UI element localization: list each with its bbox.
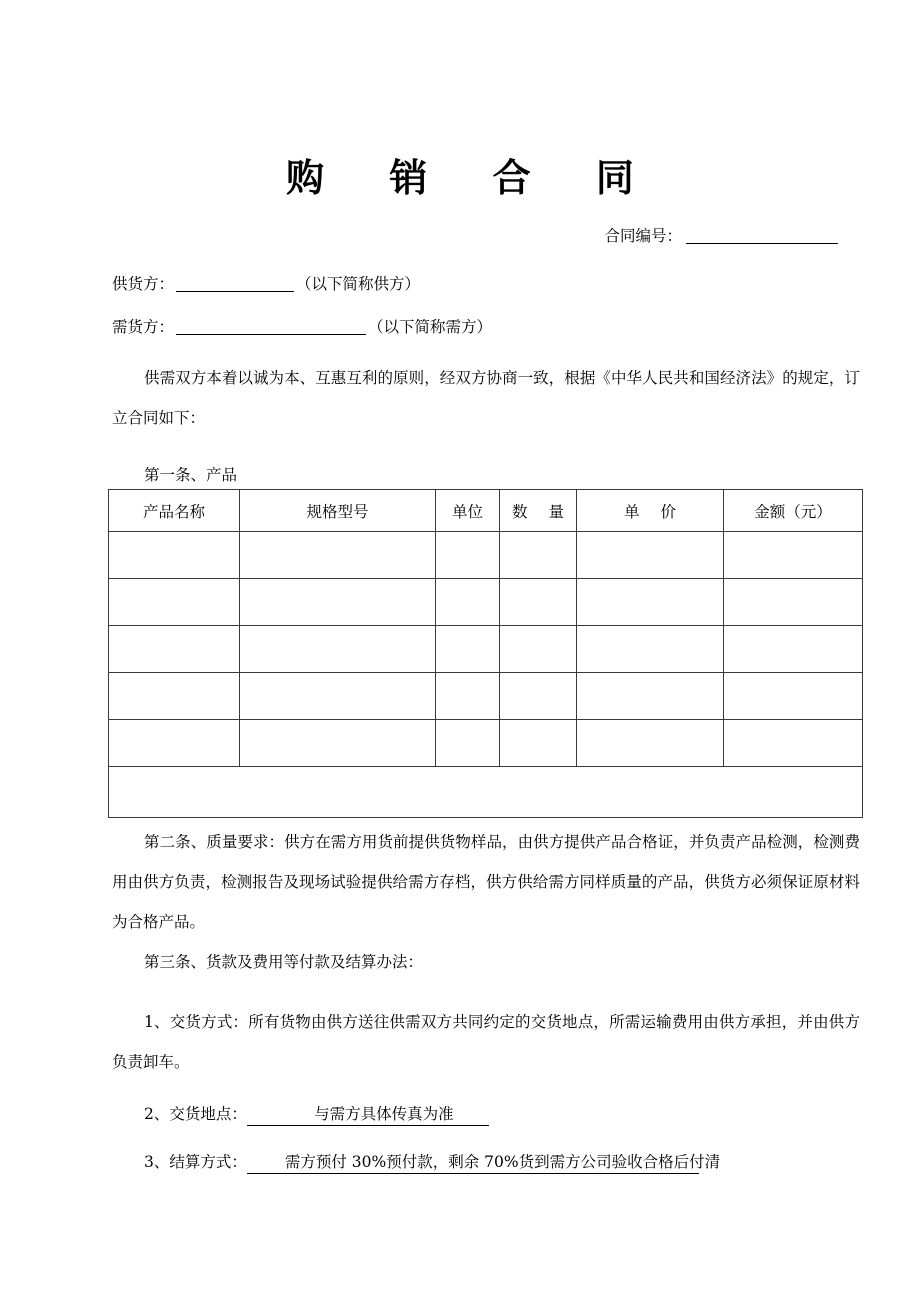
cell-unit[interactable] bbox=[436, 720, 500, 767]
product-table-head bbox=[109, 490, 863, 532]
cell-product-name[interactable] bbox=[109, 579, 240, 626]
buyer-suffix: （以下简称需方） bbox=[368, 318, 493, 336]
cell-specification[interactable] bbox=[240, 626, 436, 673]
settlement-method-label: 3、结算方式： bbox=[144, 1153, 247, 1171]
column-header-quantity: 数 量 bbox=[500, 490, 577, 532]
delivery-location-input[interactable]: 与需方具体传真为准 bbox=[247, 1102, 489, 1126]
table-row bbox=[109, 579, 863, 626]
article2-paragraph: 第二条、质量要求：供方在需方用货前提供货物样品，由供方提供产品合格证，并负责产品检测，检测费用由供方负责，检测报告及现场试验提供给需方存档，供方供给需方同样质量的产品，供货方必须保证原材料为合格产品。 bbox=[112, 833, 860, 931]
cell-unit-price[interactable] bbox=[577, 720, 724, 767]
column-header-unit-price: 单 价 bbox=[577, 490, 724, 532]
settlement-method-input[interactable]: 需方预付 30%预付款，剩余 70%货到需方公司验收合格后付清 bbox=[247, 1150, 699, 1174]
cell-product-name[interactable] bbox=[109, 626, 240, 673]
contract-number-input[interactable] bbox=[686, 243, 838, 244]
cell-quantity[interactable] bbox=[500, 673, 577, 720]
cell-product-name[interactable] bbox=[109, 532, 240, 579]
cell-specification[interactable] bbox=[240, 673, 436, 720]
article3-heading: 第三条、货款及费用等付款及结算办法： bbox=[144, 953, 424, 971]
product-table-body bbox=[109, 532, 863, 818]
cell-amount[interactable] bbox=[724, 579, 863, 626]
table-row bbox=[109, 720, 863, 767]
cell-product-name[interactable] bbox=[109, 720, 240, 767]
cell-unit[interactable] bbox=[436, 626, 500, 673]
column-header-amount: 金额（元） bbox=[724, 490, 863, 532]
cell-amount[interactable] bbox=[724, 532, 863, 579]
article3-item2 bbox=[112, 1102, 489, 1126]
delivery-location-label: 2、交货地点： bbox=[144, 1105, 247, 1123]
cell-amount[interactable] bbox=[724, 673, 863, 720]
cell-quantity[interactable] bbox=[500, 532, 577, 579]
cell-unit-price[interactable] bbox=[577, 579, 724, 626]
buyer-party-line bbox=[112, 315, 492, 337]
cell-specification[interactable] bbox=[240, 720, 436, 767]
product-table-header-row bbox=[109, 490, 863, 532]
cell-specification[interactable] bbox=[240, 579, 436, 626]
cell-amount[interactable] bbox=[724, 720, 863, 767]
supplier-suffix: （以下简称供方） bbox=[296, 275, 421, 293]
cell-amount[interactable] bbox=[724, 626, 863, 673]
cell-unit-price[interactable] bbox=[577, 532, 724, 579]
cell-quantity[interactable] bbox=[500, 579, 577, 626]
supplier-party-line bbox=[112, 272, 420, 294]
cell-quantity[interactable] bbox=[500, 626, 577, 673]
cell-quantity[interactable] bbox=[500, 720, 577, 767]
column-header-unit: 单位 bbox=[436, 490, 500, 532]
page-title: 购 销 合 同 bbox=[286, 155, 660, 200]
table-row bbox=[109, 626, 863, 673]
supplier-label: 供货方： bbox=[112, 275, 175, 293]
article1-heading: 第一条、产品 bbox=[144, 466, 238, 484]
cell-unit[interactable] bbox=[436, 579, 500, 626]
supplier-input[interactable] bbox=[176, 291, 294, 292]
contract-number-field bbox=[604, 224, 838, 246]
buyer-label: 需货方： bbox=[112, 318, 175, 336]
table-row bbox=[109, 532, 863, 579]
cell-product-name[interactable] bbox=[109, 673, 240, 720]
contract-number-label: 合同编号： bbox=[604, 227, 682, 245]
cell-specification[interactable] bbox=[240, 532, 436, 579]
product-table bbox=[108, 489, 863, 818]
buyer-input[interactable] bbox=[176, 334, 366, 335]
cell-unit[interactable] bbox=[436, 532, 500, 579]
column-header-product-name: 产品名称 bbox=[109, 490, 240, 532]
cell-unit-price[interactable] bbox=[577, 626, 724, 673]
cell-unit[interactable] bbox=[436, 673, 500, 720]
preamble-paragraph: 供需双方本着以诚为本、互惠互利的原则，经双方协商一致，根据《中华人民共和国经济法》的规定，订立合同如下： bbox=[112, 369, 860, 427]
cell-total[interactable] bbox=[109, 767, 863, 818]
table-total-row bbox=[109, 767, 863, 818]
cell-unit-price[interactable] bbox=[577, 673, 724, 720]
table-row bbox=[109, 673, 863, 720]
article3-item1: 1、交货方式：所有货物由供方送往供需双方共同约定的交货地点，所需运输费用由供方承担，并由供方负责卸车。 bbox=[112, 1013, 860, 1071]
column-header-specification: 规格型号 bbox=[240, 490, 436, 532]
article3-item3 bbox=[112, 1150, 721, 1174]
